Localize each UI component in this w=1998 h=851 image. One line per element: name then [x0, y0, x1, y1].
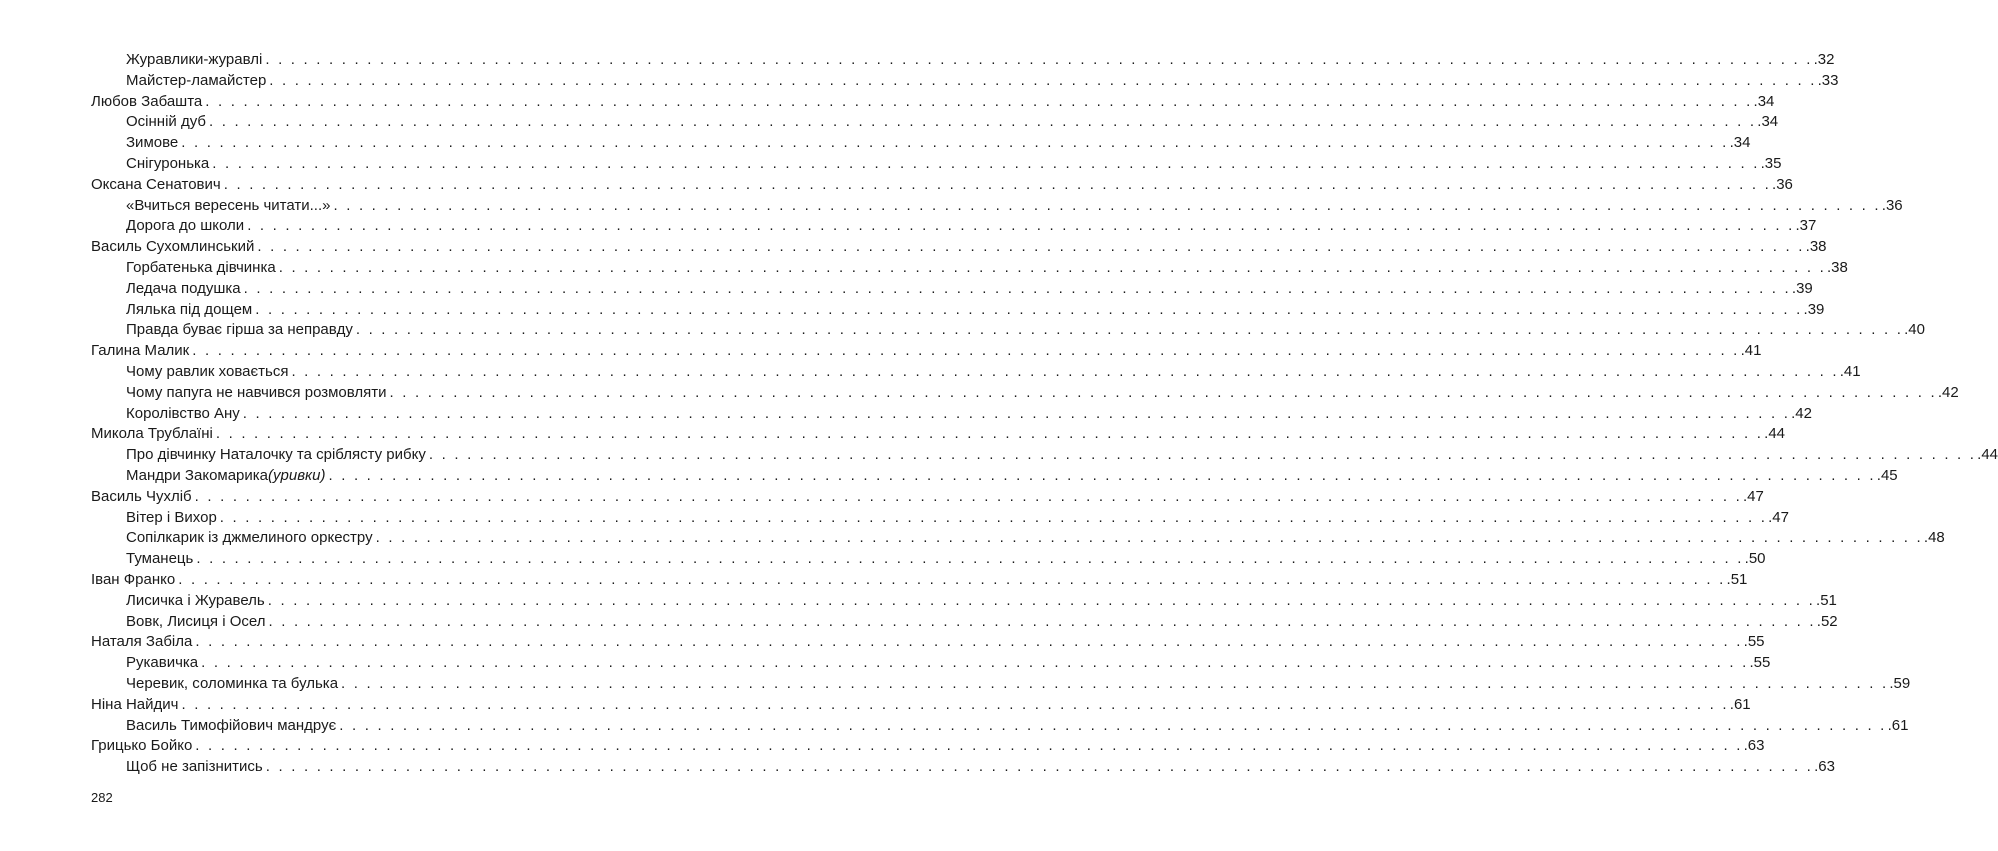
dot-leader: . . . . . . . . . . . . . . . . . . . . . . . . . . . . . . . . . . . . . . . . . . . . . . . . . . . . . . . . . . . . . . . . . . . . . . . . . . . . . . . . . . . . . . . . . . . . . . . . . . . . . . . . . . . . . . . . . . . . . . . . . .	[219, 508, 1768, 526]
toc-entry-page: .48	[1923, 529, 1945, 547]
toc-author-entry	[91, 424, 1786, 445]
dot-leader: . . . . . . . . . . . . . . . . . . . . . . . . . . . . . . . . . . . . . . . . . . . . . . . . . . . . . . . . . . . . . . . . . . . . . . . . . . . . . . . . . . . . . . . . . . . . . . . . . . . . . . . . . . . . . . . . . . . . . . . . . .	[212, 154, 1760, 172]
toc-work-entry	[91, 591, 1837, 612]
toc-author-entry	[91, 92, 1775, 113]
toc-work-entry	[91, 50, 1835, 71]
dot-leader: . . . . . . . . . . . . . . . . . . . . . . . . . . . . . . . . . . . . . . . . . . . . . . . . . . . . . . . . . . . . . . . . . . . . . . . . . . . . . . . . . . . . . . . . . . . . . . . . . . . . . . . . . . . . . . . . . . . . . . . . . .	[194, 487, 1742, 505]
toc-entry-page: .38	[1827, 258, 1848, 276]
toc-entry-page: .39	[1791, 279, 1813, 297]
toc-work-entry	[91, 216, 1817, 237]
toc-entry-title: Галина Малик	[91, 342, 190, 360]
dot-leader: . . . . . . . . . . . . . . . . . . . . . . . . . . . . . . . . . . . . . . . . . . . . . . . . . . . . . . . . . . . . . . . . . . . . . . . . . . . . . . . . . . . . . . . . . . . . . . . . . . . . . . . . . . . . . . . . . . . . . . . . . .	[375, 529, 1923, 547]
toc-entry-page: .40	[1904, 321, 1925, 339]
toc-entry-title: Снігуронька	[126, 154, 210, 172]
table-of-contents	[91, 50, 1998, 778]
toc-work-entry	[91, 716, 1909, 737]
toc-entry-page: .45	[1876, 466, 1898, 484]
toc-entry-page: .34	[1729, 134, 1751, 152]
toc-work-entry	[91, 612, 1838, 633]
toc-entry-page: .41	[1740, 342, 1762, 360]
toc-entry-page: .50	[1744, 550, 1766, 568]
toc-entry-page: .61	[1887, 716, 1909, 734]
toc-work-entry	[91, 528, 1945, 549]
dot-leader: . . . . . . . . . . . . . . . . . . . . . . . . . . . . . . . . . . . . . . . . . . . . . . . . . . . . . . . . . . . . . . . . . . . . . . . . . . . . . . . . . . . . . . . . . . . . . . . . . . . . . . . . . . . . . . . . . . . . . . . . . .	[389, 383, 1937, 401]
toc-work-entry	[91, 674, 1911, 695]
toc-entry-title: Осінній дуб	[126, 113, 206, 131]
toc-entry-title: Горбатенька дівчинка	[126, 258, 276, 276]
dot-leader: . . . . . . . . . . . . . . . . . . . . . . . . . . . . . . . . . . . . . . . . . . . . . . . . . . . . . . . . . . . . . . . . . . . . . . . . . . . . . . . . . . . . . . . . . . . . . . . . . . . . . . . . . . . . . . . . . . . . . . . . . .	[278, 258, 1827, 276]
toc-entry-title: Василь Сухомлинський	[91, 238, 255, 256]
toc-entry-title: Любов Забашта	[91, 92, 203, 110]
toc-work-entry	[91, 71, 1839, 92]
toc-work-entry	[91, 383, 1959, 404]
toc-entry-title: Вітер і Вихор	[126, 508, 217, 526]
toc-entry-title: Грицько Бойко	[91, 737, 193, 755]
toc-work-entry	[91, 549, 1766, 570]
toc-entry-title: Василь Чухліб	[91, 487, 192, 505]
toc-work-entry	[91, 300, 1825, 321]
toc-entry-page: .44	[1764, 425, 1786, 443]
dot-leader: . . . . . . . . . . . . . . . . . . . . . . . . . . . . . . . . . . . . . . . . . . . . . . . . . . . . . . . . . . . . . . . . . . . . . . . . . . . . . . . . . . . . . . . . . . . . . . . . . . . . . . . . . . . . . . . . . . . . . . . . . .	[178, 570, 1726, 588]
toc-author-entry	[91, 487, 1764, 508]
toc-entry-title: Журавлики-журавлі	[126, 51, 263, 68]
toc-entry-page: .36	[1881, 196, 1903, 214]
dot-leader: . . . . . . . . . . . . . . . . . . . . . . . . . . . . . . . . . . . . . . . . . . . . . . . . . . . . . . . . . . . . . . . . . . . . . . . . . . . . . . . . . . . . . . . . . . . . . . . . . . . . . . . . . . . . . . . . . . . . . . . . . .	[208, 113, 1757, 131]
toc-work-entry	[91, 653, 1771, 674]
toc-author-entry	[91, 736, 1765, 757]
toc-entry-title: Оксана Сенатович	[91, 175, 221, 193]
toc-entry-page: .32	[1813, 51, 1835, 68]
toc-work-entry	[91, 508, 1789, 529]
toc-entry-page: .36	[1772, 175, 1793, 193]
toc-work-entry	[91, 466, 1898, 487]
dot-leader: . . . . . . . . . . . . . . . . . . . . . . . . . . . . . . . . . . . . . . . . . . . . . . . . . . . . . . . . . . . . . . . . . . . . . . . . . . . . . . . . . . . . . . . . . . . . . . . . . . . . . . . . . . . . . . . . . . . . . . . . . .	[428, 446, 1977, 464]
toc-entry-title: Лисичка і Журавель	[126, 591, 265, 609]
toc-work-entry	[91, 154, 1782, 175]
toc-entry-page: .61	[1729, 695, 1751, 713]
toc-entry-title: Про дівчинку Наталочку та сріблясту рибку	[126, 446, 426, 464]
toc-entry-page: .47	[1742, 487, 1764, 505]
dot-leader: . . . . . . . . . . . . . . . . . . . . . . . . . . . . . . . . . . . . . . . . . . . . . . . . . . . . . . . . . . . . . . . . . . . . . . . . . . . . . . . . . . . . . . . . . . . . . . . . . . . . . . . . . . . . . . . . . . . . . . . . . .	[247, 217, 1795, 235]
dot-leader: . . . . . . . . . . . . . . . . . . . . . . . . . . . . . . . . . . . . . . . . . . . . . . . . . . . . . . . . . . . . . . . . . . . . . . . . . . . . . . . . . . . . . . . . . . . . . . . . . . . . . . . . . . . . . . . . . . . . . . . . . .	[195, 633, 1743, 651]
toc-work-entry	[91, 196, 1903, 217]
dot-leader: . . . . . . . . . . . . . . . . . . . . . . . . . . . . . . . . . . . . . . . . . . . . . . . . . . . . . . . . . . . . . . . . . . . . . . . . . . . . . . . . . . . . . . . . . . . . . . . . . . . . . . . . . . . . . . . . . . . . . . . . . .	[242, 404, 1791, 422]
toc-entry-page: .51	[1816, 591, 1837, 609]
dot-leader: . . . . . . . . . . . . . . . . . . . . . . . . . . . . . . . . . . . . . . . . . . . . . . . . . . . . . . . . . . . . . . . . . . . . . . . . . . . . . . . . . . . . . . . . . . . . . . . . . . . . . . . . . . . . . . . . . . . . . . . . . .	[195, 737, 1743, 755]
toc-entry-title: «Вчиться вересень читати...»	[126, 196, 331, 214]
toc-work-entry	[91, 133, 1751, 154]
dot-leader: . . . . . . . . . . . . . . . . . . . . . . . . . . . . . . . . . . . . . . . . . . . . . . . . . . . . . . . . . . . . . . . . . . . . . . . . . . . . . . . . . . . . . . . . . . . . . . . . . . . . . . . . . . . . . . . . . . . . . . . . . .	[267, 591, 1816, 609]
toc-entry-title: Мандри Закомарика	[126, 466, 269, 484]
toc-author-entry	[91, 341, 1762, 362]
toc-entry-page: .34	[1753, 92, 1775, 110]
toc-entry-title: Зимове	[126, 134, 179, 152]
dot-leader: . . . . . . . . . . . . . . . . . . . . . . . . . . . . . . . . . . . . . . . . . . . . . . . . . . . . . . . . . . . . . . . . . . . . . . . . . . . . . . . . . . . . . . . . . . . . . . . . . . . . . . . . . . . . . . . . . . . . . . . . . .	[265, 758, 1814, 776]
toc-entry-page: .34	[1757, 113, 1779, 131]
dot-leader: . . . . . . . . . . . . . . . . . . . . . . . . . . . . . . . . . . . . . . . . . . . . . . . . . . . . . . . . . . . . . . . . . . . . . . . . . . . . . . . . . . . . . . . . . . . . . . . . . . . . . . . . . . . . . . . . . . . . . . . . . .	[268, 612, 1816, 630]
toc-entry-title: Наталя Забіла	[91, 633, 193, 651]
toc-entry-page: .42	[1937, 383, 1959, 401]
toc-entry-title: Рукавичка	[126, 654, 199, 672]
toc-entry-title-note: (уривки)	[268, 466, 326, 484]
dot-leader: . . . . . . . . . . . . . . . . . . . . . . . . . . . . . . . . . . . . . . . . . . . . . . . . . . . . . . . . . . . . . . . . . . . . . . . . . . . . . . . . . . . . . . . . . . . . . . . . . . . . . . . . . . . . . . . . . . . . . . . . . .	[333, 196, 1881, 214]
toc-work-entry	[91, 404, 1812, 425]
dot-leader: . . . . . . . . . . . . . . . . . . . . . . . . . . . . . . . . . . . . . . . . . . . . . . . . . . . . . . . . . . . . . . . . . . . . . . . . . . . . . . . . . . . . . . . . . . . . . . . . . . . . . . . . . . . . . . . . . . . . . . . . . .	[196, 550, 1744, 568]
toc-entry-title: Вовк, Лисиця і Осел	[126, 612, 266, 630]
toc-author-entry	[91, 695, 1751, 716]
toc-work-entry	[91, 445, 1998, 466]
toc-entry-page: .38	[1805, 238, 1827, 256]
dot-leader: . . . . . . . . . . . . . . . . . . . . . . . . . . . . . . . . . . . . . . . . . . . . . . . . . . . . . . . . . . . . . . . . . . . . . . . . . . . . . . . . . . . . . . . . . . . . . . . . . . . . . . . . . . . . . . . . . . . . . . . . . .	[355, 321, 1904, 339]
dot-leader: . . . . . . . . . . . . . . . . . . . . . . . . . . . . . . . . . . . . . . . . . . . . . . . . . . . . . . . . . . . . . . . . . . . . . . . . . . . . . . . . . . . . . . . . . . . . . . . . . . . . . . . . . . . . . . . . . . . . . . . . . .	[257, 238, 1805, 256]
toc-entry-title: Туманець	[126, 550, 194, 568]
toc-entry-page: .35	[1760, 154, 1782, 172]
toc-author-entry	[91, 632, 1765, 653]
toc-entry-title: Іван Франко	[91, 570, 176, 588]
toc-entry-page: .59	[1889, 674, 1911, 692]
toc-entry-title: Чому равлик ховається	[126, 362, 289, 380]
toc-work-entry	[91, 320, 1925, 341]
toc-entry-page: .41	[1839, 362, 1861, 380]
toc-entry-page: .33	[1817, 71, 1839, 89]
dot-leader: . . . . . . . . . . . . . . . . . . . . . . . . . . . . . . . . . . . . . . . . . . . . . . . . . . . . . . . . . . . . . . . . . . . . . . . . . . . . . . . . . . . . . . . . . . . . . . . . . . . . . . . . . . . . . . . . . . . . . . . . . .	[291, 362, 1839, 380]
toc-entry-page: .63	[1814, 758, 1835, 776]
dot-leader: . . . . . . . . . . . . . . . . . . . . . . . . . . . . . . . . . . . . . . . . . . . . . . . . . . . . . . . . . . . . . . . . . . . . . . . . . . . . . . . . . . . . . . . . . . . . . . . . . . . . . . . . . . . . . . . . . . . . . . . . . .	[215, 425, 1764, 443]
toc-work-entry	[91, 258, 1848, 279]
toc-entry-page: .55	[1749, 654, 1771, 672]
toc-entry-title: Дорога до школи	[126, 217, 245, 235]
toc-entry-page: .39	[1803, 300, 1825, 318]
toc-entry-title: Черевик, соломинка та булька	[126, 674, 339, 692]
toc-entry-page: .42	[1791, 404, 1812, 422]
toc-work-entry	[91, 362, 1861, 383]
dot-leader: . . . . . . . . . . . . . . . . . . . . . . . . . . . . . . . . . . . . . . . . . . . . . . . . . . . . . . . . . . . . . . . . . . . . . . . . . . . . . . . . . . . . . . . . . . . . . . . . . . . . . . . . . . . . . . . . . . . . . . . . . .	[339, 716, 1887, 734]
toc-entry-title: Микола Трублаїні	[91, 425, 213, 443]
toc-author-entry	[91, 237, 1827, 258]
toc-entry-page: .52	[1816, 612, 1838, 630]
dot-leader: . . . . . . . . . . . . . . . . . . . . . . . . . . . . . . . . . . . . . . . . . . . . . . . . . . . . . . . . . . . . . . . . . . . . . . . . . . . . . . . . . . . . . . . . . . . . . . . . . . . . . . . . . . . . . . . . . . . . . . . . . .	[255, 300, 1803, 318]
dot-leader: . . . . . . . . . . . . . . . . . . . . . . . . . . . . . . . . . . . . . . . . . . . . . . . . . . . . . . . . . . . . . . . . . . . . . . . . . . . . . . . . . . . . . . . . . . . . . . . . . . . . . . . . . . . . . . . . . . . . . . . . . .	[192, 342, 1740, 360]
dot-leader: . . . . . . . . . . . . . . . . . . . . . . . . . . . . . . . . . . . . . . . . . . . . . . . . . . . . . . . . . . . . . . . . . . . . . . . . . . . . . . . . . . . . . . . . . . . . . . . . . . . . . . . . . . . . . . . . . . . . . . . . . .	[269, 71, 1817, 89]
toc-work-entry	[91, 279, 1813, 300]
toc-entry-page: .44	[1977, 446, 1998, 464]
toc-work-entry	[91, 757, 1835, 778]
page-number: 282	[91, 790, 113, 805]
dot-leader: . . . . . . . . . . . . . . . . . . . . . . . . . . . . . . . . . . . . . . . . . . . . . . . . . . . . . . . . . . . . . . . . . . . . . . . . . . . . . . . . . . . . . . . . . . . . . . . . . . . . . . . . . . . . . . . . . . . . . . . . . .	[181, 134, 1729, 152]
dot-leader: . . . . . . . . . . . . . . . . . . . . . . . . . . . . . . . . . . . . . . . . . . . . . . . . . . . . . . . . . . . . . . . . . . . . . . . . . . . . . . . . . . . . . . . . . . . . . . . . . . . . . . . . . . . . . . . . . . . . . . . . . .	[223, 175, 1772, 193]
toc-author-entry	[91, 175, 1793, 196]
toc-entry-title: Ніна Найдич	[91, 695, 179, 713]
toc-entry-title: Лялька під дощем	[126, 300, 253, 318]
toc-entry-page: .37	[1795, 217, 1817, 235]
toc-entry-title: Королівство Ану	[126, 404, 240, 422]
toc-entry-title: Чому папуга не навчився розмовляти	[126, 383, 387, 401]
dot-leader: . . . . . . . . . . . . . . . . . . . . . . . . . . . . . . . . . . . . . . . . . . . . . . . . . . . . . . . . . . . . . . . . . . . . . . . . . . . . . . . . . . . . . . . . . . . . . . . . . . . . . . . . . . . . . . . . . . . . . . . . . .	[205, 92, 1753, 110]
toc-entry-page: .51	[1726, 570, 1748, 588]
toc-author-entry	[91, 570, 1748, 591]
toc-entry-title: Василь Тимофійович мандрує	[126, 716, 337, 734]
toc-entry-page: .47	[1768, 508, 1789, 526]
toc-entry-title: Ледача подушка	[126, 279, 241, 297]
dot-leader: . . . . . . . . . . . . . . . . . . . . . . . . . . . . . . . . . . . . . . . . . . . . . . . . . . . . . . . . . . . . . . . . . . . . . . . . . . . . . . . . . . . . . . . . . . . . . . . . . . . . . . . . . . . . . . . . . . . . . . . . . .	[341, 674, 1889, 692]
toc-entry-page: .55	[1743, 633, 1765, 651]
dot-leader: . . . . . . . . . . . . . . . . . . . . . . . . . . . . . . . . . . . . . . . . . . . . . . . . . . . . . . . . . . . . . . . . . . . . . . . . . . . . . . . . . . . . . . . . . . . . . . . . . . . . . . . . . . . . . . . . . . . . . . . . . .	[201, 654, 1749, 672]
toc-entry-title: Щоб не запізнитись	[126, 758, 263, 776]
toc-entry-page: .63	[1743, 737, 1765, 755]
dot-leader: . . . . . . . . . . . . . . . . . . . . . . . . . . . . . . . . . . . . . . . . . . . . . . . . . . . . . . . . . . . . . . . . . . . . . . . . . . . . . . . . . . . . . . . . . . . . . . . . . . . . . . . . . . . . . . . . . . . . . . . . . .	[243, 279, 1791, 297]
toc-entry-title: Майстер-ламайстер	[126, 71, 267, 89]
dot-leader: . . . . . . . . . . . . . . . . . . . . . . . . . . . . . . . . . . . . . . . . . . . . . . . . . . . . . . . . . . . . . . . . . . . . . . . . . . . . . . . . . . . . . . . . . . . . . . . . . . . . . . . . . . . . . . . . . . . . . . . . . .	[328, 466, 1876, 484]
toc-entry-title: Правда буває гірша за неправду	[126, 321, 353, 339]
dot-leader: . . . . . . . . . . . . . . . . . . . . . . . . . . . . . . . . . . . . . . . . . . . . . . . . . . . . . . . . . . . . . . . . . . . . . . . . . . . . . . . . . . . . . . . . . . . . . . . . . . . . . . . . . . . . . . . . . . . . . . . . . .	[181, 695, 1729, 713]
toc-entry-title: Сопілкарик із джмелиного оркестру	[126, 529, 373, 547]
dot-leader: . . . . . . . . . . . . . . . . . . . . . . . . . . . . . . . . . . . . . . . . . . . . . . . . . . . . . . . . . . . . . . . . . . . . . . . . . . . . . . . . . . . . . . . . . . . . . . . . . . . . . . . . . . . . . . . . . . . . . . . . . .	[265, 51, 1813, 68]
toc-work-entry	[91, 112, 1779, 133]
